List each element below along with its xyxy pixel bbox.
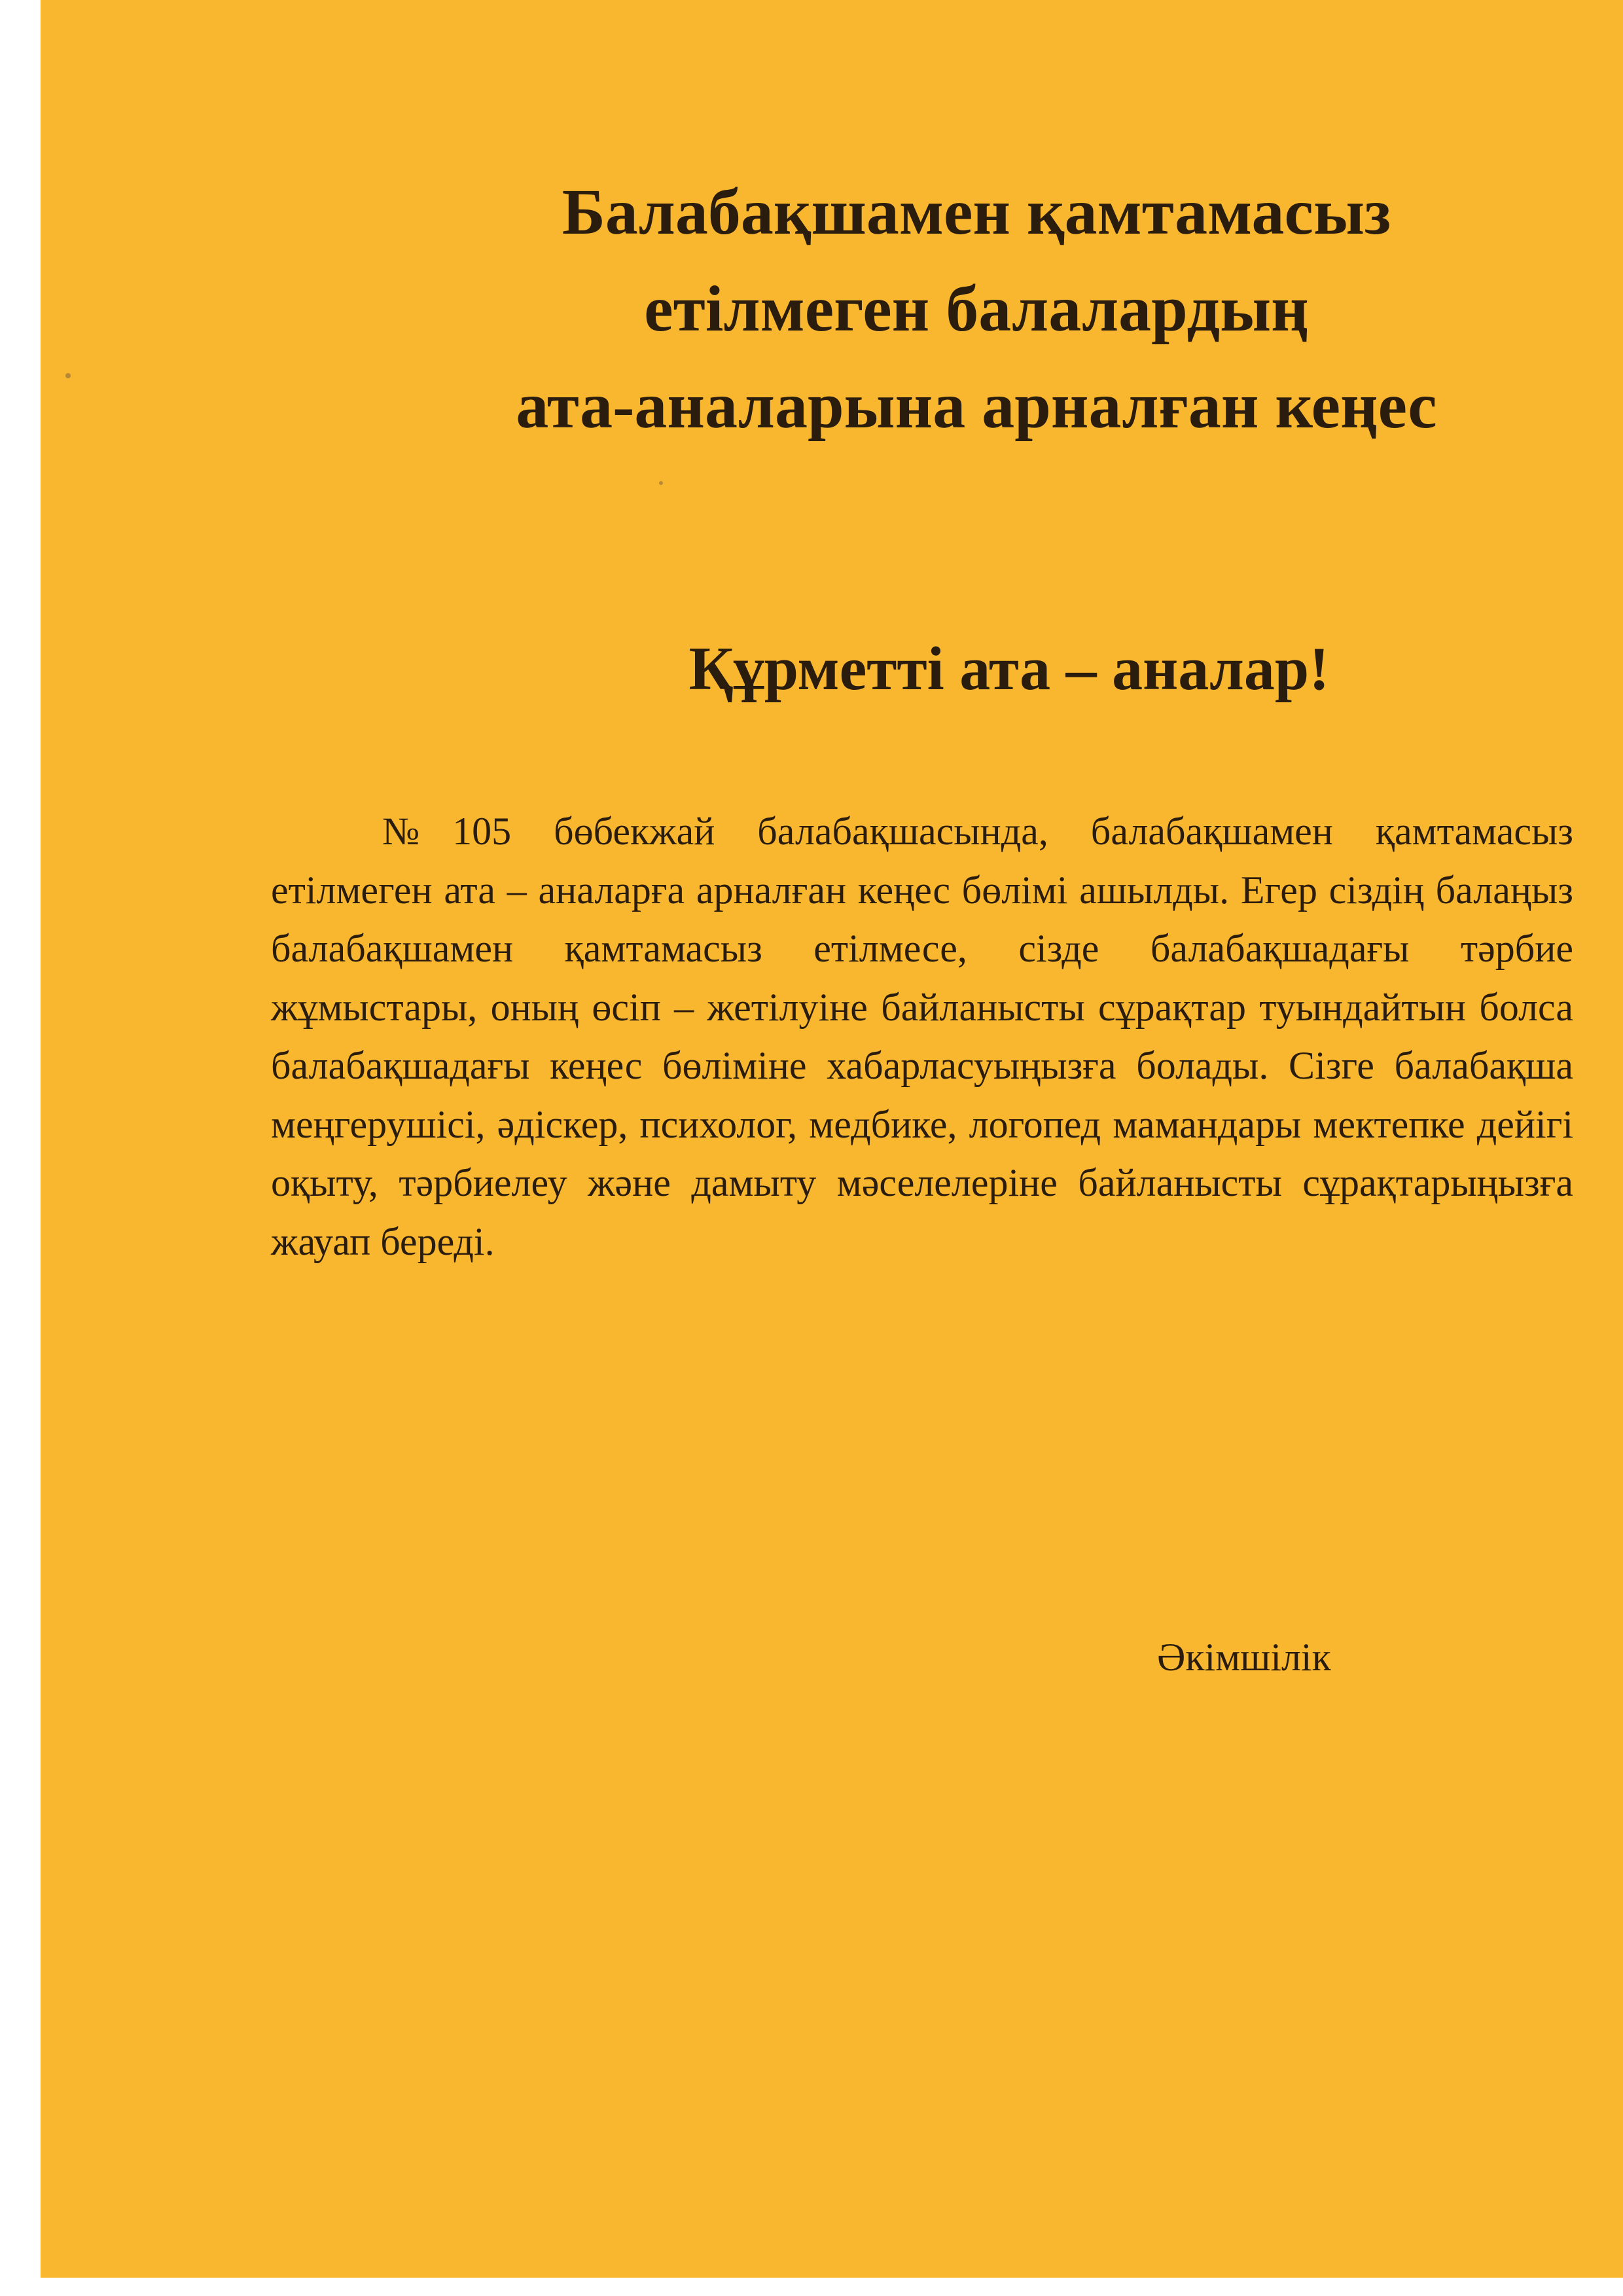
scan-speck bbox=[65, 373, 71, 378]
document-page bbox=[41, 0, 1623, 2278]
title-line-2: етілмеген балалардың bbox=[644, 272, 1309, 345]
body-paragraph: №105 бөбекжай балабақшасында, балабақшамен қамтамасыз етілмеген ата – аналарға арналған кеңес бөлімі ашылды. Егер сіздің балаңыз балабақшамен қамтамасыз етілмесе, сізде балабақшадағы тәрбие жұмыстары, оның өсіп – жетілуіне байланысты сұрақтар туындайтын болса балабақшадағы кеңес бөліміне хабарласуыңызға болады. Сізге балабақша меңгерушісі, әдіскер, психолог, медбике, логопед мамандары мектепке дейігі оқыту, тәрбиелеу және дамыту мәселелеріне байланысты сұрақтарыңызға жауап береді. bbox=[271, 810, 1573, 1263]
greeting-heading: Құрметті ата – аналар! bbox=[688, 635, 1330, 703]
signature: Әкімшілік bbox=[1157, 1636, 1331, 1679]
title-line-3: ата-аналарына арналған кеңес bbox=[516, 369, 1437, 442]
document-title bbox=[407, 164, 1546, 454]
scan-speck bbox=[659, 481, 663, 485]
title-line-1: Балабақшамен қамтамасыз bbox=[562, 175, 1391, 248]
